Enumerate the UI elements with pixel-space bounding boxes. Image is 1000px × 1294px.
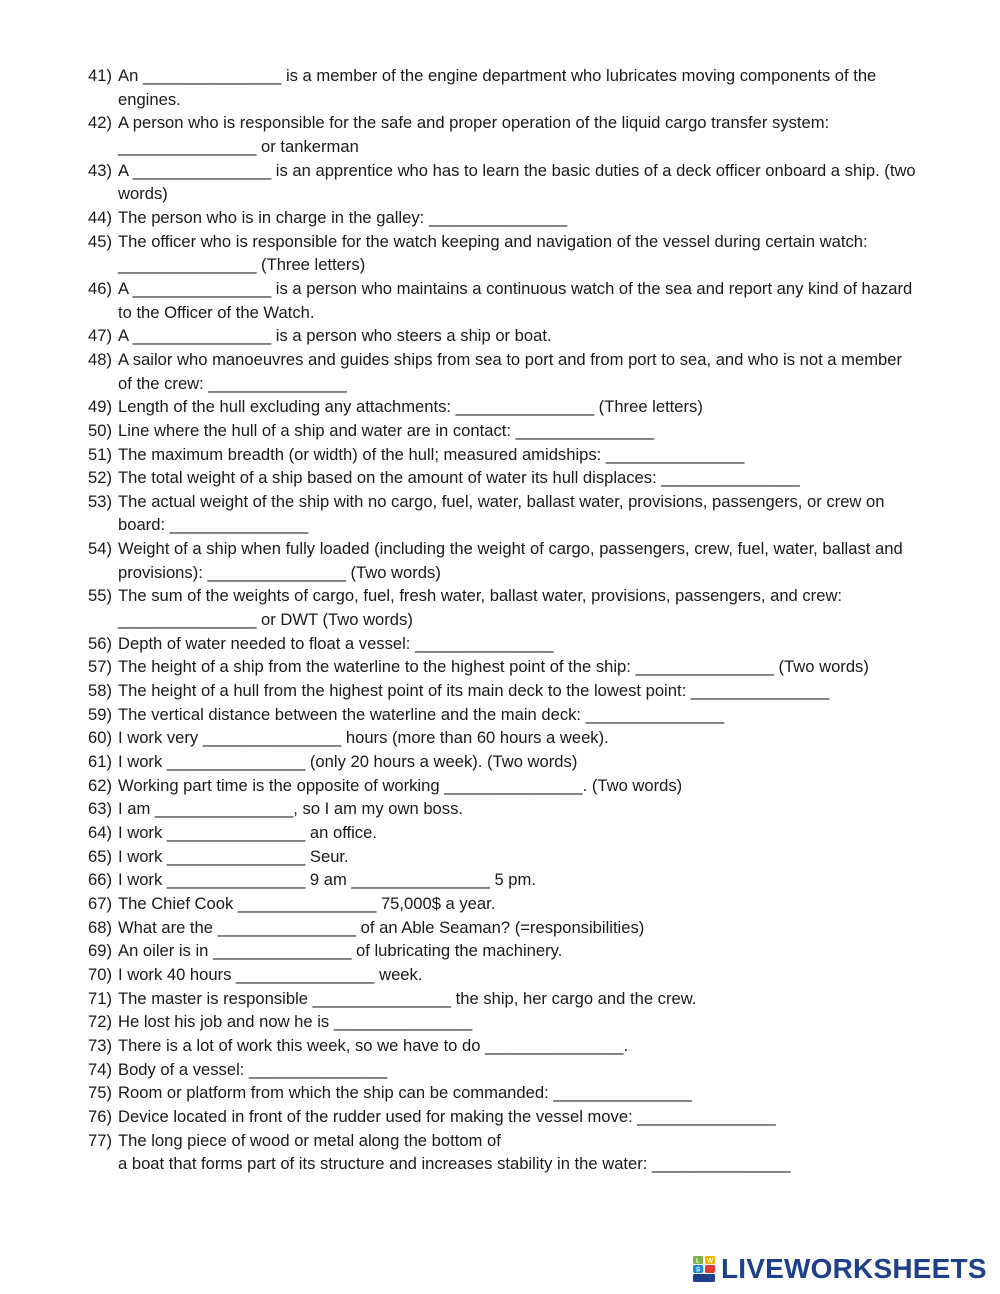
question-text: A sailor who manoeuvres and guides ships from sea to port and from port to sea, and who is not a member of the crew: _______________ bbox=[118, 349, 903, 393]
question-number: 59) bbox=[88, 704, 112, 724]
question-text: There is a lot of work this week, so we have to do _______________. bbox=[118, 1035, 629, 1055]
question-number: 49) bbox=[88, 397, 112, 417]
question-number: 45) bbox=[88, 231, 112, 251]
question-76 bbox=[88, 1105, 918, 1129]
question-number: 60) bbox=[88, 728, 112, 748]
question-text: The officer who is responsible for the watch keeping and navigation of the vessel during certain watch: _______________ (Three letters) bbox=[118, 231, 868, 275]
question-75 bbox=[88, 1081, 918, 1105]
question-number: 62) bbox=[88, 775, 112, 795]
question-number: 68) bbox=[88, 917, 112, 937]
question-text: The total weight of a ship based on the amount of water its hull displaces: _______________ bbox=[118, 468, 800, 488]
question-number: 71) bbox=[88, 988, 112, 1008]
question-66 bbox=[88, 868, 918, 892]
question-number: 56) bbox=[88, 633, 112, 653]
liveworksheets-wordmark: LIVEWORKSHEETS bbox=[721, 1253, 987, 1284]
question-number: 67) bbox=[88, 893, 112, 913]
question-63 bbox=[88, 797, 918, 821]
question-number: 64) bbox=[88, 823, 112, 842]
question-77 bbox=[88, 1129, 918, 1176]
question-text: The long piece of wood or metal along the bottom of a boat that forms part of its structure and increases stability in the water: _______________ bbox=[118, 1130, 791, 1174]
question-number: 46) bbox=[88, 278, 112, 298]
liveworksheets-brand bbox=[693, 1254, 987, 1284]
logo-letter: W bbox=[706, 1257, 714, 1265]
question-text: I work _______________ (only 20 hours a week). (Two words) bbox=[118, 752, 578, 772]
question-56 bbox=[88, 632, 918, 656]
worksheet-question-list bbox=[88, 64, 918, 1176]
question-42 bbox=[88, 111, 918, 158]
question-number: 74) bbox=[88, 1059, 112, 1079]
liveworksheets-logo-icon bbox=[693, 1256, 715, 1282]
question-62 bbox=[88, 774, 918, 798]
question-number: 51) bbox=[88, 444, 112, 464]
question-text: The sum of the weights of cargo, fuel, fresh water, ballast water, provisions, passengers, and crew: _______________ or DWT (Two words) bbox=[118, 586, 843, 630]
question-number: 55) bbox=[88, 586, 112, 606]
question-text: What are the _______________ of an Able Seaman? (=responsibilities) bbox=[118, 917, 645, 937]
question-61 bbox=[88, 750, 918, 774]
question-number: 69) bbox=[88, 941, 112, 961]
question-41 bbox=[88, 64, 918, 111]
question-text: Length of the hull excluding any attachments: _______________ (Three letters) bbox=[118, 397, 703, 417]
question-55 bbox=[88, 584, 918, 631]
question-text: The master is responsible _______________ the ship, her cargo and the crew. bbox=[118, 988, 697, 1008]
question-text: The height of a hull from the highest point of its main deck to the lowest point: _______________ bbox=[118, 681, 830, 701]
question-72 bbox=[88, 1010, 918, 1034]
question-number: 41) bbox=[88, 66, 112, 85]
question-text: Depth of water needed to float a vessel: _______________ bbox=[118, 633, 554, 653]
question-number: 47) bbox=[88, 326, 112, 346]
question-text: The person who is in charge in the galley: _______________ bbox=[118, 207, 568, 227]
question-74 bbox=[88, 1058, 918, 1082]
question-text: Weight of a ship when fully loaded (including the weight of cargo, passengers, crew, fuel, water, ballast and provisions): _______________ (Two words) bbox=[118, 539, 903, 582]
question-text: The height of a ship from the waterline to the highest point of the ship: _______________ (Two words) bbox=[118, 657, 869, 677]
question-67 bbox=[88, 892, 918, 916]
question-43 bbox=[88, 159, 918, 206]
question-number: 75) bbox=[88, 1083, 112, 1103]
question-text: I am _______________, so I am my own boss. bbox=[118, 799, 463, 819]
question-70 bbox=[88, 963, 918, 987]
question-number: 42) bbox=[88, 113, 112, 133]
question-number: 53) bbox=[88, 491, 112, 511]
question-number: 72) bbox=[88, 1012, 112, 1032]
logo-letter: S bbox=[695, 1266, 701, 1274]
question-text: I work very _______________ hours (more than 60 hours a week). bbox=[118, 728, 609, 748]
logo-letter: L bbox=[696, 1257, 700, 1265]
question-45 bbox=[88, 230, 918, 277]
question-number: 50) bbox=[88, 420, 112, 440]
question-number: 76) bbox=[88, 1106, 112, 1126]
question-text: Body of a vessel: _______________ bbox=[118, 1059, 388, 1079]
question-58 bbox=[88, 679, 918, 703]
question-46 bbox=[88, 277, 918, 324]
question-69 bbox=[88, 939, 918, 963]
question-65 bbox=[88, 845, 918, 869]
question-number: 63) bbox=[88, 799, 112, 819]
question-text: Room or platform from which the ship can be commanded: _______________ bbox=[118, 1083, 692, 1103]
question-71 bbox=[88, 987, 918, 1011]
question-text: Line where the hull of a ship and water are in contact: _______________ bbox=[118, 420, 654, 440]
question-text: A person who is responsible for the safe and proper operation of the liquid cargo transfer system: _______________ or tankerman bbox=[118, 113, 830, 156]
question-59 bbox=[88, 703, 918, 727]
question-text: The vertical distance between the waterline and the main deck: _______________ bbox=[118, 704, 725, 724]
question-64 bbox=[88, 821, 918, 845]
question-number: 43) bbox=[88, 160, 112, 180]
question-52 bbox=[88, 466, 918, 490]
question-number: 66) bbox=[88, 870, 112, 890]
question-text: The maximum breadth (or width) of the hull; measured amidships: _______________ bbox=[118, 444, 745, 464]
question-number: 65) bbox=[88, 846, 112, 866]
question-text: He lost his job and now he is _______________ bbox=[118, 1012, 473, 1032]
question-number: 61) bbox=[88, 752, 112, 772]
question-text: A _______________ is a person who maintains a continuous watch of the sea and report any kind of hazard to the Officer of the Watch. bbox=[118, 278, 913, 322]
question-text: I work _______________ Seur. bbox=[118, 846, 349, 866]
question-68 bbox=[88, 916, 918, 940]
question-53 bbox=[88, 490, 918, 537]
question-number: 58) bbox=[88, 681, 112, 701]
question-text: A _______________ is a person who steers a ship or boat. bbox=[118, 326, 552, 346]
question-73 bbox=[88, 1034, 918, 1058]
question-number: 54) bbox=[88, 539, 112, 559]
question-text: Working part time is the opposite of working _______________. (Two words) bbox=[118, 775, 683, 795]
question-text: An _______________ is a member of the engine department who lubricates moving components of the engines. bbox=[118, 66, 877, 109]
question-text: A _______________ is an apprentice who has to learn the basic duties of a deck officer onboard a ship. (two words) bbox=[118, 160, 916, 204]
question-57 bbox=[88, 655, 918, 679]
question-51 bbox=[88, 443, 918, 467]
question-text: The actual weight of the ship with no cargo, fuel, water, ballast water, provisions, passengers, or crew on board: _______________ bbox=[118, 491, 885, 535]
question-text: I work _______________ 9 am _______________ 5 pm. bbox=[118, 870, 536, 890]
question-number: 44) bbox=[88, 207, 112, 227]
question-number: 77) bbox=[88, 1130, 112, 1150]
question-text: I work _______________ an office. bbox=[118, 823, 377, 842]
question-text: I work 40 hours _______________ week. bbox=[118, 964, 423, 984]
question-number: 73) bbox=[88, 1035, 112, 1055]
question-number: 52) bbox=[88, 468, 112, 488]
question-number: 70) bbox=[88, 964, 112, 984]
question-47 bbox=[88, 324, 918, 348]
question-48 bbox=[88, 348, 918, 395]
question-text: Device located in front of the rudder used for making the vessel move: _______________ bbox=[118, 1106, 776, 1126]
question-number: 48) bbox=[88, 349, 112, 369]
question-44 bbox=[88, 206, 918, 230]
question-60 bbox=[88, 726, 918, 750]
question-50 bbox=[88, 419, 918, 443]
question-49 bbox=[88, 395, 918, 419]
question-number: 57) bbox=[88, 657, 112, 677]
question-text: The Chief Cook _______________ 75,000$ a year. bbox=[118, 893, 496, 913]
question-text: An oiler is in _______________ of lubricating the machinery. bbox=[118, 941, 563, 961]
question-54 bbox=[88, 537, 918, 584]
